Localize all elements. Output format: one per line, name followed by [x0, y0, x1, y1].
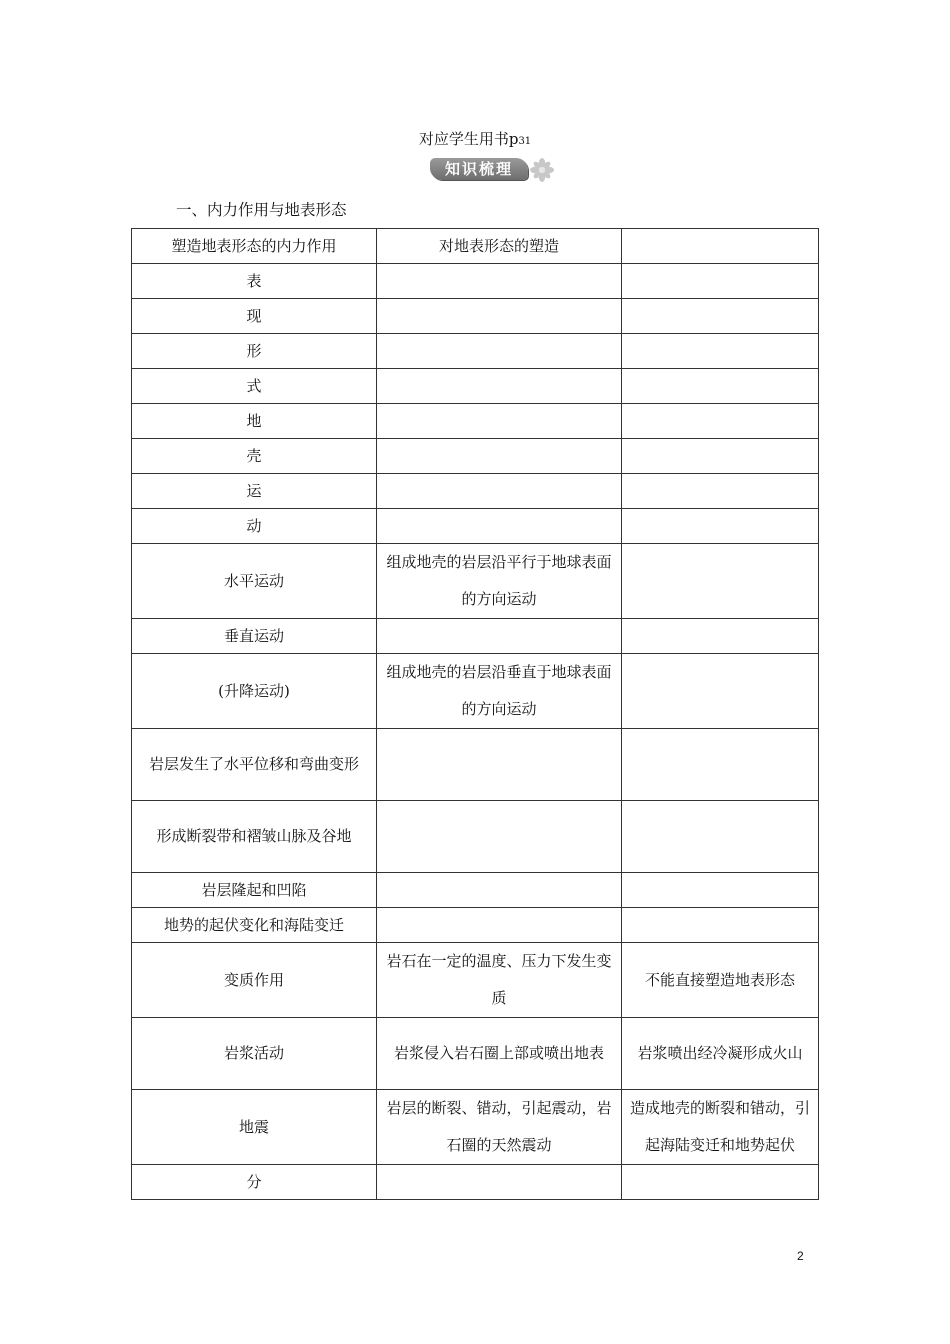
table-cell	[377, 801, 622, 873]
table-cell	[622, 439, 819, 474]
table-row	[132, 908, 819, 943]
table-cell: 现	[132, 299, 377, 334]
reference-page-p: p	[508, 130, 519, 148]
table-cell	[377, 729, 622, 801]
table-cell: 岩层的断裂、错动，引起震动，岩石圈的天然震动	[377, 1090, 622, 1165]
table-cell: 地震	[132, 1090, 377, 1165]
table-cell	[377, 873, 622, 908]
table-row	[132, 1090, 819, 1165]
table-cell: 组成地壳的岩层沿垂直于地球表面的方向运动	[377, 654, 622, 729]
table-cell	[377, 404, 622, 439]
reference-line	[0, 128, 950, 149]
table-cell: 不能直接塑造地表形态	[622, 943, 819, 1018]
table-cell: 壳	[132, 439, 377, 474]
table-row	[132, 264, 819, 299]
table-cell: 塑造地表形态的内力作用	[132, 229, 377, 264]
table-cell: 垂直运动	[132, 619, 377, 654]
table-cell	[622, 729, 819, 801]
table-cell	[377, 908, 622, 943]
table-row	[132, 801, 819, 873]
table-cell: 组成地壳的岩层沿平行于地球表面的方向运动	[377, 544, 622, 619]
table-row	[132, 334, 819, 369]
table-cell: 形成断裂带和褶皱山脉及谷地	[132, 801, 377, 873]
table-cell: 动	[132, 509, 377, 544]
table-cell: 地	[132, 404, 377, 439]
table-cell	[377, 619, 622, 654]
table-cell: 岩层发生了水平位移和弯曲变形	[132, 729, 377, 801]
table-cell	[377, 299, 622, 334]
table-cell	[622, 544, 819, 619]
table-cell	[377, 474, 622, 509]
table-row	[132, 873, 819, 908]
table-row	[132, 404, 819, 439]
section-title: 一、内力作用与地表形态	[176, 201, 347, 219]
table-cell	[377, 369, 622, 404]
table-cell	[622, 474, 819, 509]
table-cell: (升降运动)	[132, 654, 377, 729]
table-cell	[622, 801, 819, 873]
table-cell: 岩层隆起和凹陷	[132, 873, 377, 908]
table-row	[132, 474, 819, 509]
table-cell	[377, 264, 622, 299]
table-cell	[377, 1165, 622, 1200]
table-cell: 岩浆侵入岩石圈上部或喷出地表	[377, 1018, 622, 1090]
table-cell: 运	[132, 474, 377, 509]
table-row	[132, 299, 819, 334]
table-cell	[622, 334, 819, 369]
reference-page-number: 31	[518, 136, 532, 147]
table-row	[132, 229, 819, 264]
table-row	[132, 1165, 819, 1200]
table-row	[132, 729, 819, 801]
table-cell	[622, 654, 819, 729]
reference-text: 对应学生用书	[418, 130, 509, 148]
table-cell: 形	[132, 334, 377, 369]
table-cell: 岩石在一定的温度、压力下发生变质	[377, 943, 622, 1018]
table-cell: 变质作用	[132, 943, 377, 1018]
table-cell	[622, 229, 819, 264]
table-cell	[377, 509, 622, 544]
flower-icon	[530, 158, 554, 182]
table-cell: 表	[132, 264, 377, 299]
table-row	[132, 619, 819, 654]
table-row	[132, 369, 819, 404]
table-row	[132, 509, 819, 544]
table-cell	[622, 619, 819, 654]
table-cell	[622, 1165, 819, 1200]
table-row	[132, 544, 819, 619]
inner-force-table	[131, 228, 819, 1200]
table-cell: 对地表形态的塑造	[377, 229, 622, 264]
table-cell: 水平运动	[132, 544, 377, 619]
table-cell	[622, 299, 819, 334]
table-cell	[622, 264, 819, 299]
table-cell: 岩浆活动	[132, 1018, 377, 1090]
table-cell	[622, 369, 819, 404]
table-cell	[377, 439, 622, 474]
table-cell: 式	[132, 369, 377, 404]
table-cell: 分	[132, 1165, 377, 1200]
table-cell: 地势的起伏变化和海陆变迁	[132, 908, 377, 943]
table-cell	[622, 873, 819, 908]
section-banner	[430, 158, 556, 182]
page-number: 2	[797, 1249, 804, 1263]
table-row	[132, 943, 819, 1018]
banner-label: 知识梳理	[444, 160, 513, 178]
table-cell	[622, 404, 819, 439]
table-row	[132, 1018, 819, 1090]
table-cell: 岩浆喷出经冷凝形成火山	[622, 1018, 819, 1090]
table-cell	[377, 334, 622, 369]
table-cell: 造成地壳的断裂和错动，引起海陆变迁和地势起伏	[622, 1090, 819, 1165]
table-row	[132, 654, 819, 729]
table-cell	[622, 509, 819, 544]
table-cell	[622, 908, 819, 943]
table-row	[132, 439, 819, 474]
